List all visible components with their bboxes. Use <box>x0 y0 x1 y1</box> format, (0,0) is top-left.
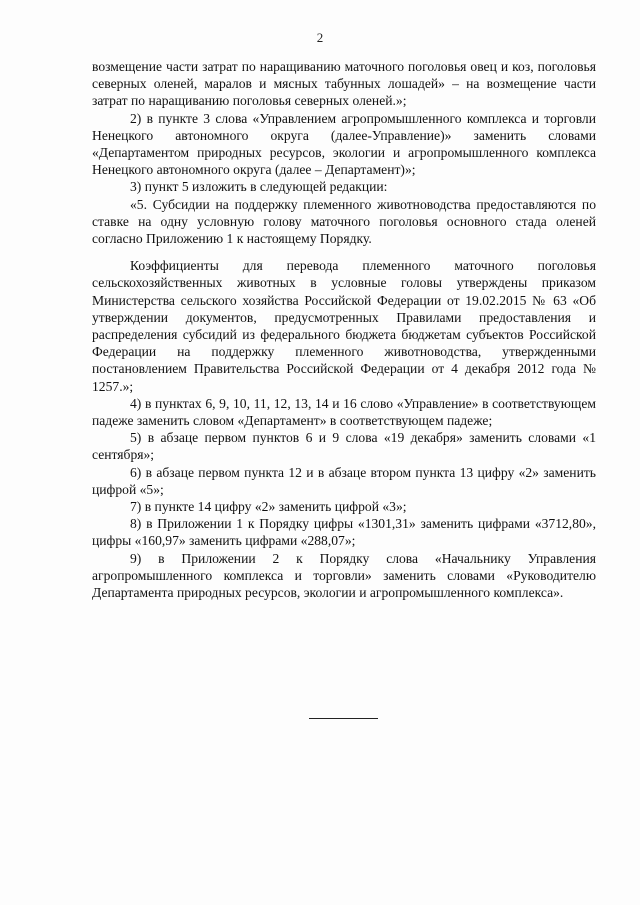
paragraph-item-6: 6) в абзаце первом пункта 12 и в абзаце втором пункта 13 цифру «2» заменить цифрой «5»; <box>92 464 596 497</box>
paragraph-quote-item-5: «5. Субсидии на поддержку племенного животноводства предоставляются по ставке на одну условную голову маточного поголовья основного стада оленей согласно Приложению 1 к настоящему Порядку. <box>92 196 596 247</box>
closing-rule <box>309 718 378 719</box>
paragraph-item-8: 8) в Приложении 1 к Порядку цифры «1301,31» заменить цифрами «3712,80», цифры «160,97» заменить цифрами «288,07»; <box>92 516 596 549</box>
document-body <box>92 58 596 601</box>
paragraph-item-9: 9) в Приложении 2 к Порядку слова «Начальнику Управления агропромышленного комплекса и торговли» заменить словами «Руководителю Департамента природных ресурсов, экологии и агропромышленного комплекса». <box>92 550 596 601</box>
paragraph-item-4: 4) в пунктах 6, 9, 10, 11, 12, 13, 14 и 16 слово «Управление» в соответствующем падеже заменить словом «Департамент» в соответствующем падеже; <box>92 395 596 429</box>
page-number: 2 <box>316 30 324 45</box>
paragraph-item-5: 5) в абзаце первом пунктов 6 и 9 слова «19 декабря» заменить словами «1 сентября»; <box>92 430 596 463</box>
paragraph-coefficients: Коэффициенты для перевода племенного маточного поголовья сельскохозяйственных животных в условные головы утверждены приказом Министерства сельского хозяйства Российской Федерации от 19.02.2015 № 63 «Об утверждении документов, предусмотренных Правилами предоставления и распределения субсидий из федерального бюджета бюджетам субъектов Российской Федерации на поддержку племенного животноводства, утвержденными постановлением Правительства Российской Федерации от 4 декабря 2012 года № 1257.»; <box>92 258 596 394</box>
paragraph-item-3: 3) пункт 5 изложить в следующей редакции: <box>130 179 388 195</box>
paragraph-item-2: 2) в пункте 3 слова «Управлением агропромышленного комплекса и торговли Ненецкого автономного округа (далее-Управление)» заменить словами «Департаментом природных ресурсов, экологии и агропромышленного комплекса Ненецкого автономного округа (далее – Департамент)»; <box>92 110 596 178</box>
paragraph-item-7: 7) в пункте 14 цифру «2» заменить цифрой «3»; <box>130 499 407 515</box>
paragraph-continuation: возмещение части затрат по наращиванию маточного поголовья овец и коз, поголовья северных оленей, маралов и мясных табунных лошадей» – на возмещение части затрат по наращиванию поголовья северных оленей.»; <box>92 59 596 109</box>
